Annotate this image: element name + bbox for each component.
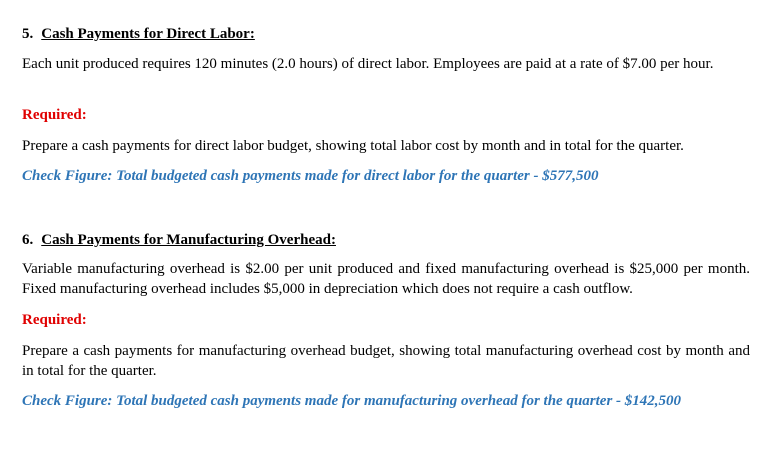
section-6-title: Cash Payments for Manufacturing Overhead: [41, 232, 336, 248]
section-5-check-figure: Check Figure: Total budgeted cash payments made for direct labor for the quarter - $577,500 [22, 168, 599, 184]
section-5-number: 5. [22, 26, 34, 42]
section-6-heading [22, 231, 750, 249]
section-5-description: Each unit produced requires 120 minutes (2.0 hours) of direct labor. Employees are paid at a rate of $7.00 per hour. [22, 56, 714, 72]
section-5-title: Cash Payments for Direct Labor: [41, 26, 255, 42]
section-6-check-figure: Check Figure: Total budgeted cash payments made for manufacturing overhead for the quarter - $142,500 [22, 393, 682, 409]
section-5-task: Prepare a cash payments for direct labor budget, showing total labor cost by month and in total for the quarter. [22, 138, 684, 154]
section-6-task: Prepare a cash payments for manufacturing overhead budget, showing total manufacturing overhead cost by month and in total for the quarter. [22, 343, 750, 379]
section-5-heading [22, 25, 750, 43]
section-5-required-label: Required: [22, 107, 87, 123]
section-6-description: Variable manufacturing overhead is $2.00 per unit produced and fixed manufacturing overhead is $25,000 per month. Fixed manufacturing overhead includes $5,000 in depreciation which does not require a cash outflow. [22, 261, 750, 297]
section-6-required-label: Required: [22, 312, 87, 328]
section-6-number: 6. [22, 232, 34, 248]
